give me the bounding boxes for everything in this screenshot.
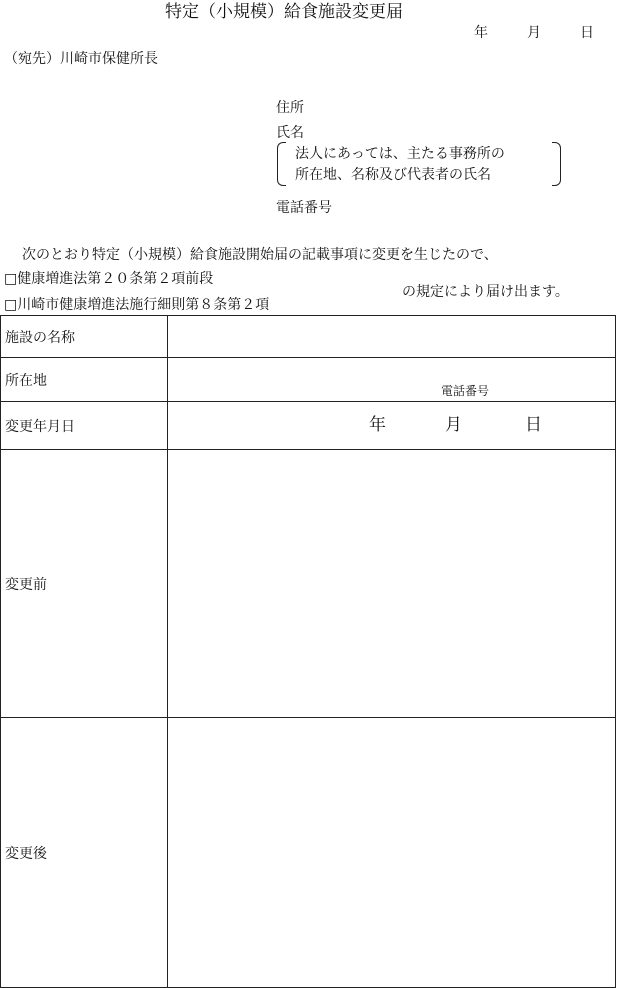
statement-suffix: の規定により届け出ます。 (402, 284, 569, 300)
statement-line: 次のとおり特定（小規模）給食施設開始届の記載事項に変更を生じたので、 (22, 247, 498, 263)
table-row (1, 316, 616, 358)
facility-change-table (0, 315, 616, 988)
change-date-year: 年 (369, 415, 386, 435)
name-label: 氏名 (276, 125, 304, 141)
form-title: 特定（小規模）給食施設変更届 (165, 2, 403, 22)
phone-label: 電話番号 (276, 200, 332, 216)
left-bracket (277, 142, 286, 186)
change-date-field[interactable] (168, 402, 616, 450)
date-year-label: 年 (474, 25, 488, 41)
table-row (1, 450, 616, 718)
checkbox-city-regulation[interactable]: □川崎市健康増進法施行細則第８条第２項 (4, 297, 270, 313)
before-change-field[interactable] (168, 450, 616, 718)
right-bracket (552, 142, 561, 186)
change-date-day: 日 (525, 415, 542, 435)
table-row (1, 358, 616, 402)
date-month-label: 月 (527, 25, 541, 41)
location-field[interactable] (168, 358, 616, 402)
addressee: （宛先）川崎市保健所長 (4, 51, 158, 67)
facility-name-label: 施設の名称 (1, 316, 168, 358)
facility-name-field[interactable] (168, 316, 616, 358)
table-row (1, 718, 616, 988)
address-label: 住所 (276, 100, 304, 116)
change-date-label: 変更年月日 (1, 402, 168, 450)
corporate-note-line1: 法人にあっては、主たる事務所の (295, 146, 505, 162)
table-row (1, 402, 616, 450)
checkbox-health-promotion-act[interactable]: □健康増進法第２０条第２項前段 (4, 271, 214, 287)
location-phone-label: 電話番号 (441, 384, 490, 398)
corporate-note-line2: 所在地、名称及び代表者の氏名 (295, 167, 491, 183)
date-day-label: 日 (580, 25, 594, 41)
after-change-label: 変更後 (1, 718, 168, 988)
before-change-label: 変更前 (1, 450, 168, 718)
location-label: 所在地 (1, 358, 168, 402)
change-date-month: 月 (445, 415, 462, 435)
after-change-field[interactable] (168, 718, 616, 988)
